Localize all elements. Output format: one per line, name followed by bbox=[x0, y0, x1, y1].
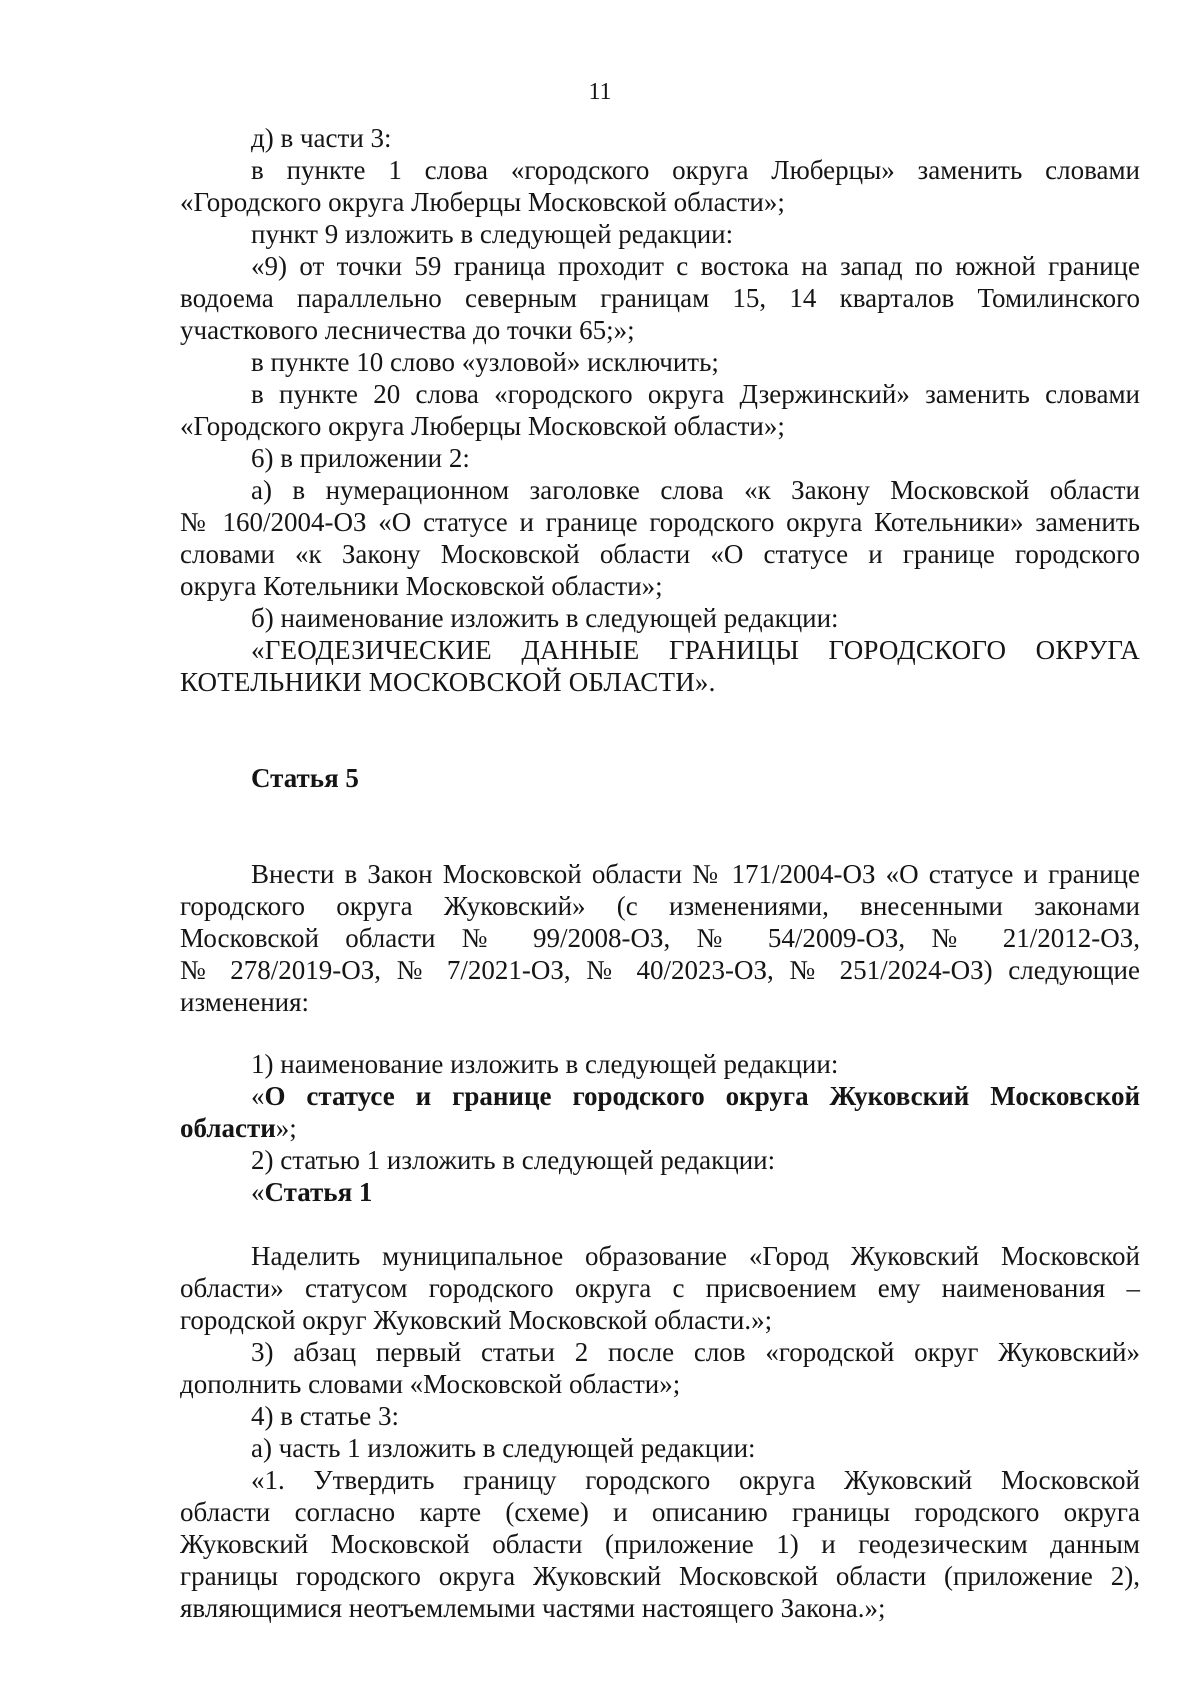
text-line: дополнить словами «Московской области»; bbox=[180, 1369, 681, 1399]
text-line: 3) абзац первый статьи 2 после слов «городской округ Жуковский» bbox=[251, 1337, 1140, 1367]
paragraph-point-9-text bbox=[180, 250, 1140, 346]
text-line: № 278/2019-ОЗ, № 7/2021-ОЗ, № 40/2023-ОЗ, № 251/2024-ОЗ) следующие bbox=[180, 955, 1140, 985]
text-line: «Городского округа Люберцы Московской области»; bbox=[180, 411, 785, 441]
text-line: а) в нумерационном заголовке слова «к Закону Московской области bbox=[251, 475, 1140, 505]
paragraph-point-9-intro: пункт 9 изложить в следующей редакции: bbox=[251, 219, 734, 249]
paragraph-geodetic-title bbox=[180, 634, 1140, 698]
text-line: области согласно карте (схеме) и описанию границы городского округа bbox=[180, 1497, 1140, 1527]
quote-close: »; bbox=[275, 1113, 297, 1143]
spacer bbox=[180, 698, 1140, 730]
text-line: Жуковский Московской области (приложение 1) и геодезическим данным bbox=[180, 1529, 1140, 1559]
text-line: городской округ Жуковский Московской области.»; bbox=[180, 1305, 773, 1335]
text-line bbox=[180, 1112, 1140, 1144]
paragraph-part-1-text bbox=[180, 1464, 1140, 1624]
bold-text: Статья 1 bbox=[264, 1177, 373, 1207]
text-line: границы городского округа Жуковский Московской области (приложение 2), bbox=[180, 1561, 1140, 1591]
spacer bbox=[180, 826, 1140, 858]
text-line: области» статусом городского округа с присвоением ему наименования – bbox=[180, 1273, 1140, 1303]
paragraph-point-10: в пункте 10 слово «узловой» исключить; bbox=[251, 347, 719, 377]
bold-text: О статусе и границе городского округа Жуковский Московской bbox=[264, 1081, 1140, 1111]
quote-open: « bbox=[251, 1177, 265, 1207]
text-line: «1. Утвердить границу городского округа Жуковский Московской bbox=[251, 1465, 1140, 1495]
paragraph-article-1-heading bbox=[180, 1176, 1140, 1208]
spacer bbox=[180, 730, 1140, 762]
text-line: водоема параллельно северным границам 15, 14 кварталов Томилинского bbox=[180, 283, 1140, 313]
text-line bbox=[180, 1080, 1140, 1112]
text-line: в пункте 1 слова «городского округа Люберцы» заменить словами bbox=[251, 155, 1140, 185]
text-line: Московской области № 99/2008-ОЗ, № 54/2009-ОЗ, № 21/2012-ОЗ, bbox=[180, 923, 1140, 953]
text-line: Наделить муниципальное образование «Город Жуковский Московской bbox=[251, 1241, 1140, 1271]
paragraph-new-name bbox=[180, 1080, 1140, 1144]
text-line: словами «к Закону Московской области «О статусе и границе городского bbox=[180, 539, 1140, 569]
text-line: городского округа Жуковский» (с изменениями, внесенными законами bbox=[180, 891, 1140, 921]
paragraph-article-3: 4) в статье 3: bbox=[251, 1401, 399, 1431]
paragraph-part-3: д) в части 3: bbox=[251, 123, 392, 153]
paragraph-appendix-2: 6) в приложении 2: bbox=[251, 443, 470, 473]
paragraph-point-20 bbox=[180, 378, 1140, 442]
article-heading: Статья 5 bbox=[251, 763, 359, 793]
paragraph-article-1-intro: 2) статью 1 изложить в следующей редакции: bbox=[251, 1145, 776, 1175]
text-line: являющимися неотъемлемыми частями настоящего Закона.»; bbox=[180, 1593, 886, 1623]
spacer bbox=[180, 1208, 1140, 1240]
text-line: «Городского округа Люберцы Московской области»; bbox=[180, 187, 785, 217]
bold-text: области bbox=[180, 1113, 276, 1143]
paragraph-article-2-change bbox=[180, 1336, 1140, 1400]
paragraph-name-intro: б) наименование изложить в следующей редакции: bbox=[251, 603, 839, 633]
quote-open: « bbox=[251, 1081, 265, 1111]
document-body bbox=[180, 122, 1140, 1624]
text-line: участкового лесничества до точки 65;»; bbox=[180, 315, 635, 345]
paragraph-part-1-intro: а) часть 1 изложить в следующей редакции: bbox=[251, 1433, 756, 1463]
spacer bbox=[180, 1018, 1140, 1048]
paragraph-point-1-replacement bbox=[180, 154, 1140, 218]
text-line: «ГЕОДЕЗИЧЕСКИЕ ДАННЫЕ ГРАНИЦЫ ГОРОДСКОГО ОКРУГА bbox=[251, 635, 1140, 665]
text-line: № 160/2004-ОЗ «О статусе и границе городского округа Котельники» заменить bbox=[180, 507, 1140, 537]
paragraph-numbering-header bbox=[180, 474, 1140, 602]
spacer bbox=[180, 794, 1140, 826]
paragraph-name-change-intro: 1) наименование изложить в следующей редакции: bbox=[251, 1049, 839, 1079]
paragraph-article-1-text bbox=[180, 1240, 1140, 1336]
paragraph-article-5-intro bbox=[180, 858, 1140, 1018]
text-line: «9) от точки 59 граница проходит с востока на запад по южной границе bbox=[251, 251, 1140, 281]
text-line: Внести в Закон Московской области № 171/2004-ОЗ «О статусе и границе bbox=[251, 859, 1140, 889]
text-line: в пункте 20 слова «городского округа Дзержинский» заменить словами bbox=[251, 379, 1140, 409]
text-line: КОТЕЛЬНИКИ МОСКОВСКОЙ ОБЛАСТИ». bbox=[180, 667, 716, 697]
text-line: округа Котельники Московской области»; bbox=[180, 571, 663, 601]
page-number: 11 bbox=[588, 79, 612, 105]
text-line: изменения: bbox=[180, 987, 310, 1017]
